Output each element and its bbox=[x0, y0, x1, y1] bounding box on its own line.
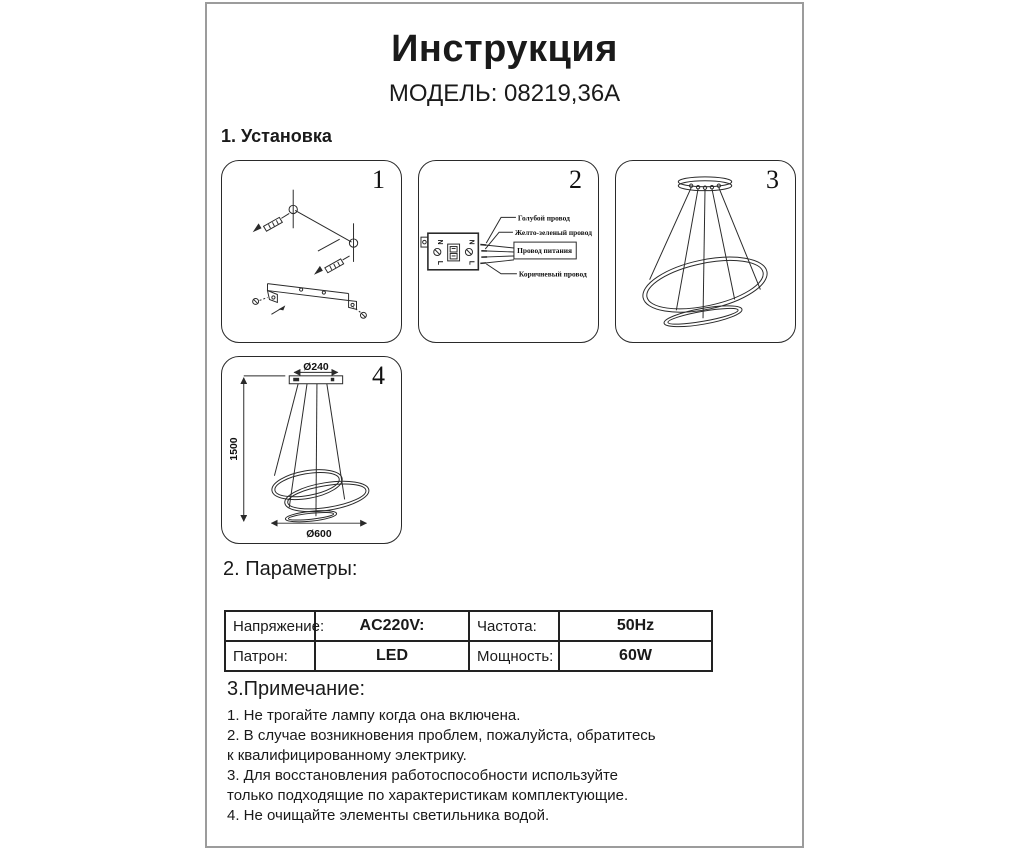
step-number-4: 4 bbox=[372, 361, 385, 390]
step-number-1: 1 bbox=[372, 165, 385, 194]
terminal-letter-l-right: L bbox=[467, 260, 475, 265]
manual-sheet bbox=[205, 2, 804, 848]
param-value-voltage: AC220V: bbox=[315, 611, 469, 641]
step-number-3: 3 bbox=[766, 165, 779, 194]
section-heading-parameters: 2. Параметры: bbox=[223, 558, 358, 580]
dim-ring-diameter: Ø600 bbox=[306, 529, 332, 541]
note-item-2: 2. В случае возникновения проблем, пожалуйста, обратитесь к квалифицированному электрику. bbox=[227, 727, 656, 764]
wire-label-yellow-green: Желто-зеленый провод bbox=[514, 228, 593, 238]
param-value-socket: LED bbox=[315, 641, 469, 671]
page-title: Инструкция bbox=[391, 28, 618, 70]
diagram-step2-wiring bbox=[418, 160, 599, 343]
wire-label-blue: Голубой провод bbox=[517, 213, 570, 223]
param-label-frequency: Частота: bbox=[469, 611, 559, 641]
wire-label-power: Провод питания bbox=[517, 245, 573, 255]
terminal-letter-n-right: N bbox=[467, 239, 475, 245]
table-row bbox=[225, 641, 712, 671]
terminal-letter-l-left: L bbox=[435, 260, 443, 265]
note-item-3: 3. Для восстановления работоспособности используйте только подходящие по характеристикам комплектующие. bbox=[227, 767, 629, 804]
section-heading-notes: 3.Примечание: bbox=[227, 678, 365, 700]
note-item-4: 4. Не очищайте элементы светильника водой. bbox=[227, 807, 550, 824]
param-value-frequency: 50Hz bbox=[559, 611, 712, 641]
diagram-step1-mounting bbox=[221, 160, 402, 343]
param-label-socket: Патрон: bbox=[225, 641, 315, 671]
diagram-step3-hanging bbox=[615, 160, 796, 343]
diagram-step4-dimensions bbox=[221, 356, 402, 544]
param-value-power: 60W bbox=[559, 641, 712, 671]
terminal-letter-n-left: N bbox=[435, 239, 443, 245]
section-heading-install: 1. Установка bbox=[221, 126, 332, 146]
param-label-power: Мощность: bbox=[469, 641, 559, 671]
param-label-voltage: Напряжение: bbox=[225, 611, 315, 641]
dim-drop-height: 1500 bbox=[228, 437, 240, 461]
model-line: МОДЕЛЬ: 08219,36A bbox=[388, 80, 621, 107]
wire-label-brown: Коричневый провод bbox=[518, 269, 587, 279]
table-row bbox=[225, 611, 712, 641]
dim-canopy-diameter: Ø240 bbox=[303, 361, 329, 373]
step-number-2: 2 bbox=[569, 165, 582, 194]
notes-list bbox=[227, 706, 661, 826]
note-item-1: 1. Не трогайте лампу когда она включена. bbox=[227, 707, 521, 724]
parameters-table bbox=[224, 610, 713, 672]
